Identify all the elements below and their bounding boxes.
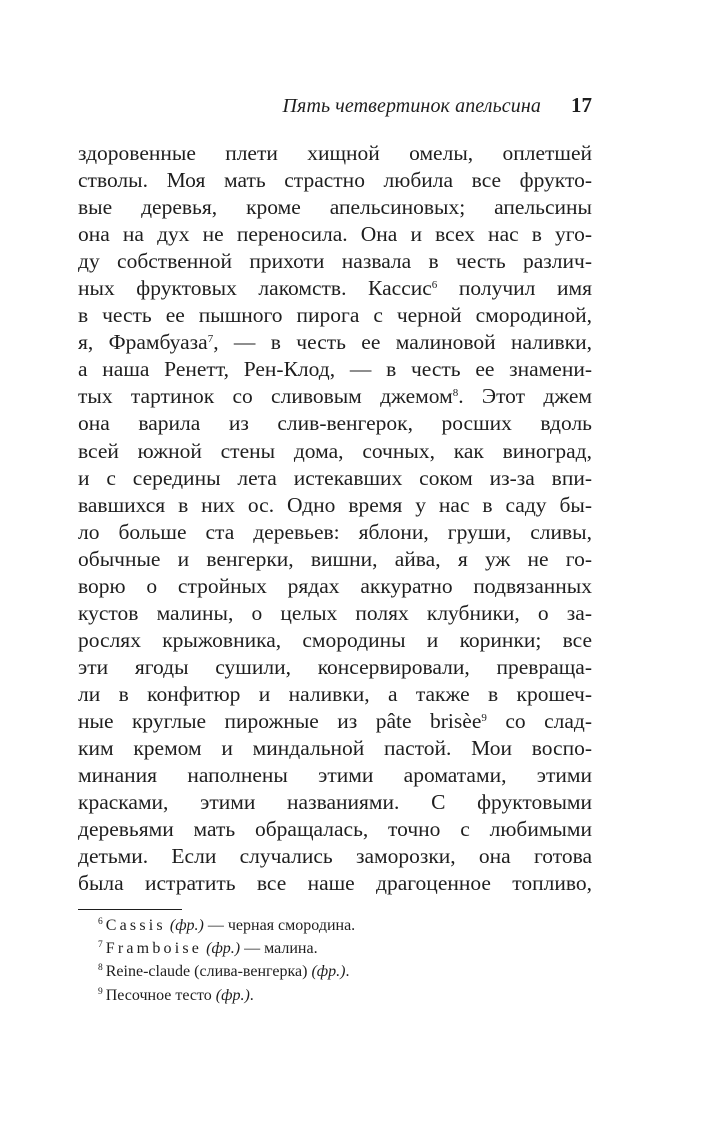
text-line: в честь ее пышного пирога с черной смородиной, xyxy=(78,303,592,328)
text-line: ных фруктовых лакомств. Кассис$^6$ получил имя xyxy=(78,276,592,301)
footnote-number: 8 xyxy=(98,963,103,974)
footnote xyxy=(98,960,578,983)
text-line: ло больше ста деревьев: яблони, груши, сливы, xyxy=(78,519,592,544)
footnote-lang: (фр.) xyxy=(169,917,204,934)
text-line: стволы. Моя мать страстно любила все фрукто- xyxy=(78,168,592,193)
footnote xyxy=(98,914,578,937)
text-line: обычные и венгерки, вишни, айва, я уж не го- xyxy=(78,546,592,571)
page-number: 17 xyxy=(571,93,592,117)
text-line: ли в конфитюр и наливки, а также в крошеч- xyxy=(78,681,592,706)
footnote-term: Cassis xyxy=(105,917,166,934)
text-line: ким кремом и миндальной пастой. Мои воспо- xyxy=(78,736,592,761)
footnote-term: Framboise xyxy=(105,940,203,958)
footnote-text: Песочное тесто xyxy=(105,986,216,1004)
footnote-ref: 7 xyxy=(207,333,214,346)
text-line: здоровенные плети хищной омелы, оплетшей xyxy=(78,141,592,165)
text-line: ду собственной прихоти назвала в честь различ- xyxy=(78,249,592,274)
footnote-tail: . xyxy=(345,963,350,981)
text-line: я, Фрамбуаза$^7$, — в честь ее малиновой наливки, xyxy=(78,330,592,355)
footnote-number: 6 xyxy=(98,917,103,927)
running-head-title: Пять четвертинок апельсина xyxy=(282,95,541,117)
text-line: вые деревья, кроме апельсиновых; апельсины xyxy=(78,195,592,220)
text-line: минания наполнены этими ароматами, этими xyxy=(78,763,592,788)
text-line: ные круглые пирожные из pâte brisèe$^9$ со слад- xyxy=(78,708,592,733)
text-line: ворю о стройных рядах аккуратно подвязанных xyxy=(78,573,592,598)
footnote-lang: (фр.) xyxy=(215,986,250,1004)
footnote-tail: . xyxy=(249,986,254,1004)
footnote-ref: 6 xyxy=(431,279,438,292)
footnote-text: Reine-claude (слива-венгерка) xyxy=(105,963,312,981)
text-line: всей южной стены дома, сочных, как виноград, xyxy=(78,438,592,463)
footnote xyxy=(98,984,578,1007)
footnote-gloss: — черная смородина. xyxy=(203,917,356,934)
footnote-ref: 9 xyxy=(481,711,487,724)
running-head xyxy=(78,93,592,123)
text-line: рослях крыжовника, смородины и коринки; все xyxy=(78,627,592,652)
text-line: вавшихся в них ос. Одно время у нас в саду бы- xyxy=(78,492,592,517)
text-line: эти ягоды сушили, консервировали, превраща- xyxy=(78,654,592,679)
text-line: она варила из слив-венгерок, росших вдоль xyxy=(78,411,592,436)
text-line: кустов малины, о целых полях клубники, о за- xyxy=(78,600,592,625)
text-line: была истратить все наше драгоценное топливо, xyxy=(78,871,592,896)
footnote-lang: (фр.) xyxy=(311,963,346,981)
footnote-ref: 8 xyxy=(452,387,459,400)
text-line: она на дух не переносила. Она и всех нас в уго- xyxy=(78,222,592,247)
text-line: тых тартинок со сливовым джемом$^8$. Этот джем xyxy=(78,384,593,409)
footnote-divider xyxy=(78,909,182,910)
text-line: а наша Ренетт, Рен-Клод, — в честь ее знамени- xyxy=(78,357,592,382)
footnote xyxy=(98,937,578,960)
text-line: детьми. Если случались заморозки, она готова xyxy=(78,844,592,869)
footnote-gloss: — малина. xyxy=(240,940,318,958)
body-text xyxy=(78,140,592,897)
footnote-number: 9 xyxy=(98,986,103,997)
text-line: и с середины лета истекавших соком из-за впи- xyxy=(78,465,592,490)
footnote-lang: (фр.) xyxy=(206,940,241,958)
text-line: деревьями мать обращалась, точно с любимыми xyxy=(78,817,592,842)
text-line: красками, этими названиями. С фруктовыми xyxy=(78,790,592,815)
footnotes xyxy=(98,914,578,1007)
footnote-number: 7 xyxy=(98,940,103,951)
